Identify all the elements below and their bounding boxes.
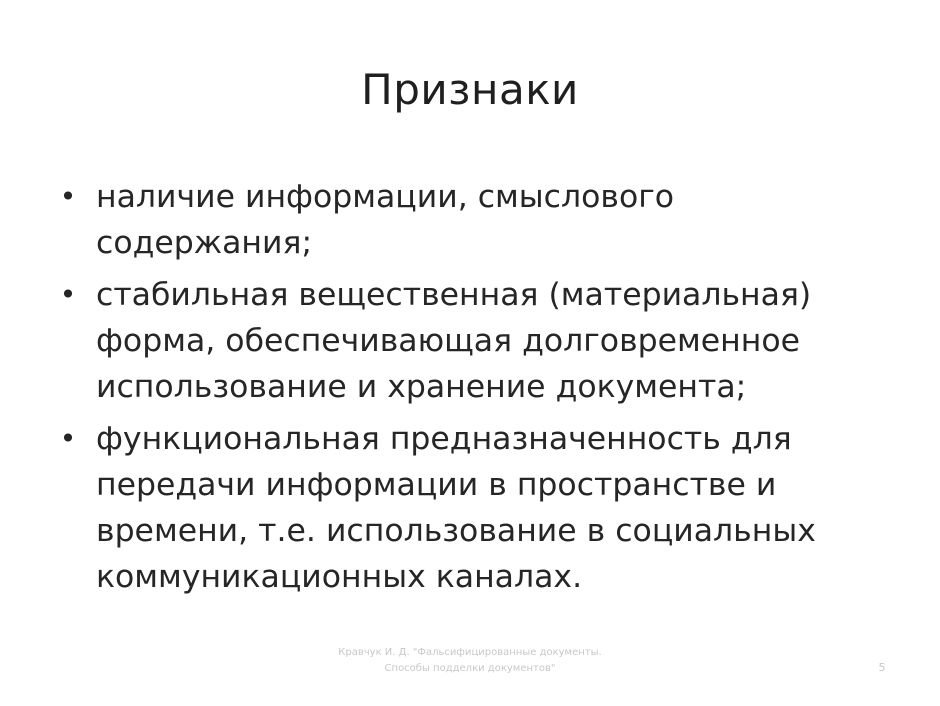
bullet-icon: • <box>59 278 77 311</box>
bullet-icon: • <box>59 180 77 213</box>
bullet-item <box>58 272 888 410</box>
bullet-text: стабильная вещественная (материальная) форма, обеспечивающая долговременное использование и хранение документа; <box>96 277 812 405</box>
bullet-text: наличие информации, смыслового содержания; <box>96 179 675 261</box>
slide-title: Признаки <box>361 65 579 114</box>
bullet-list <box>58 174 888 606</box>
page-number: 5 <box>878 661 886 674</box>
slide-footer: Кравчук И. Д. "Фальсифицированные документы. Способы подделки документов" <box>338 647 602 674</box>
bullet-icon: • <box>59 422 77 455</box>
bullet-text: функциональная предназначенность для передачи информации в пространстве и времени, т.е. использование в социальных коммуникационных каналах. <box>96 421 816 595</box>
bullet-item <box>58 174 888 266</box>
bullet-item <box>58 416 888 600</box>
